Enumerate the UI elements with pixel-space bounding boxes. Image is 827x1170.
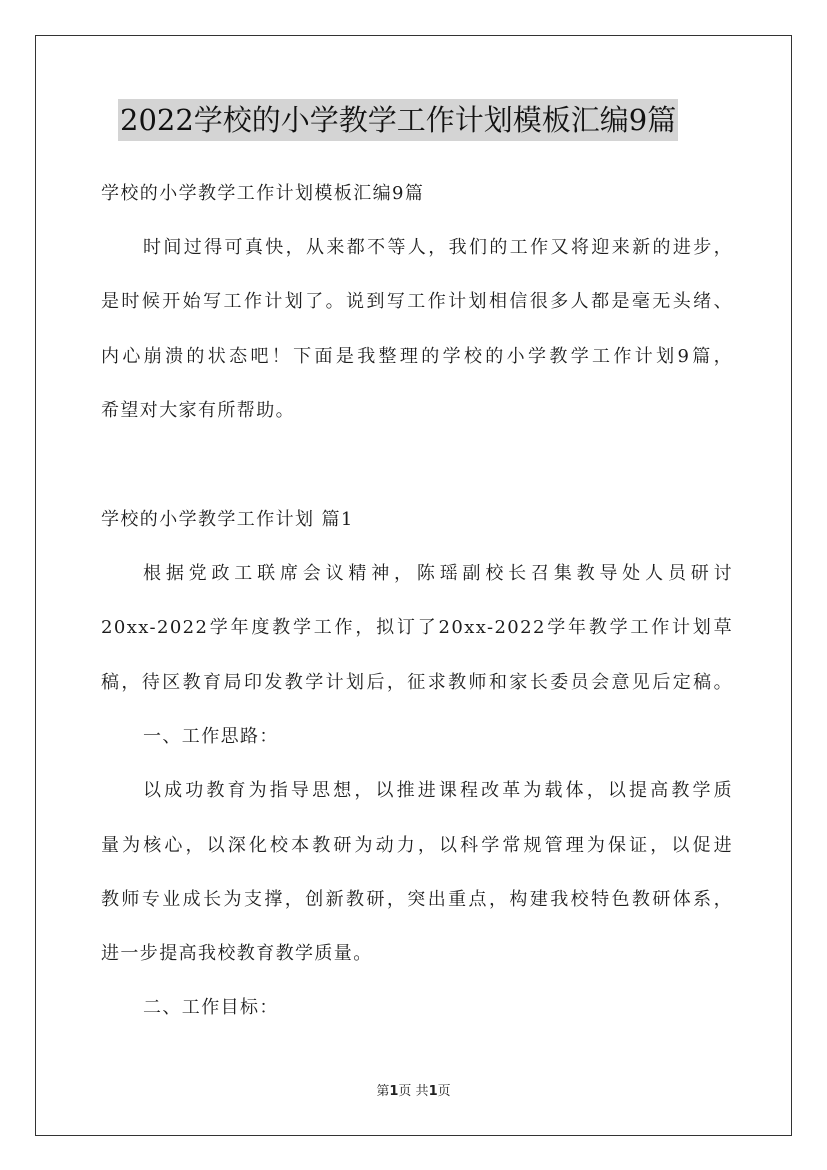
section-heading: 学校的小学教学工作计划 篇1 [101, 509, 354, 530]
footer-page-mid: 页 共 [398, 1084, 429, 1099]
paragraph-1-line-3: 稿，待区教育局印发教学计划后，征求教师和家长委员会意见后定稿。 [101, 672, 733, 693]
intro-line-4: 希望对大家有所帮助。 [101, 400, 295, 421]
document-title: 2022学校的小学教学工作计划模板汇编9篇 [118, 99, 678, 141]
paragraph-2-line-2: 量为核心，以深化校本教研为动力，以科学常规管理为保证，以促进 [101, 835, 733, 856]
footer-page-suffix: 页 [437, 1084, 451, 1099]
intro-line-1: 时间过得可真快，从来都不等人，我们的工作又将迎来新的进步， [143, 237, 733, 258]
footer-total-pages: 1 [428, 1084, 438, 1099]
intro-line-3: 内心崩溃的状态吧！下面是我整理的学校的小学教学工作计划9篇， [101, 346, 733, 367]
footer-page-prefix: 第 [376, 1084, 390, 1099]
paragraph-1-line-1: 根据党政工联席会议精神，陈瑶副校长召集教导处人员研讨 [143, 563, 733, 584]
document-subtitle: 学校的小学教学工作计划模板汇编9篇 [101, 183, 425, 204]
heading-work-approach: 一、工作思路： [143, 726, 279, 747]
paragraph-1-line-2: 20xx-2022学年度教学工作，拟订了20xx-2022学年教学工作计划草 [101, 617, 733, 638]
page-footer [0, 1083, 827, 1101]
paragraph-2-line-1: 以成功教育为指导思想，以推进课程改革为载体，以提高教学质 [143, 780, 733, 801]
heading-work-goals: 二、工作目标： [143, 997, 279, 1018]
intro-line-2: 是时候开始写工作计划了。说到写工作计划相信很多人都是毫无头绪、 [101, 291, 733, 312]
footer-current-page: 1 [389, 1084, 399, 1099]
paragraph-2-line-3: 教师专业成长为支撑，创新教研，突出重点，构建我校特色教研体系， [101, 889, 733, 910]
paragraph-2-line-4: 进一步提高我校教育教学质量。 [101, 943, 373, 964]
